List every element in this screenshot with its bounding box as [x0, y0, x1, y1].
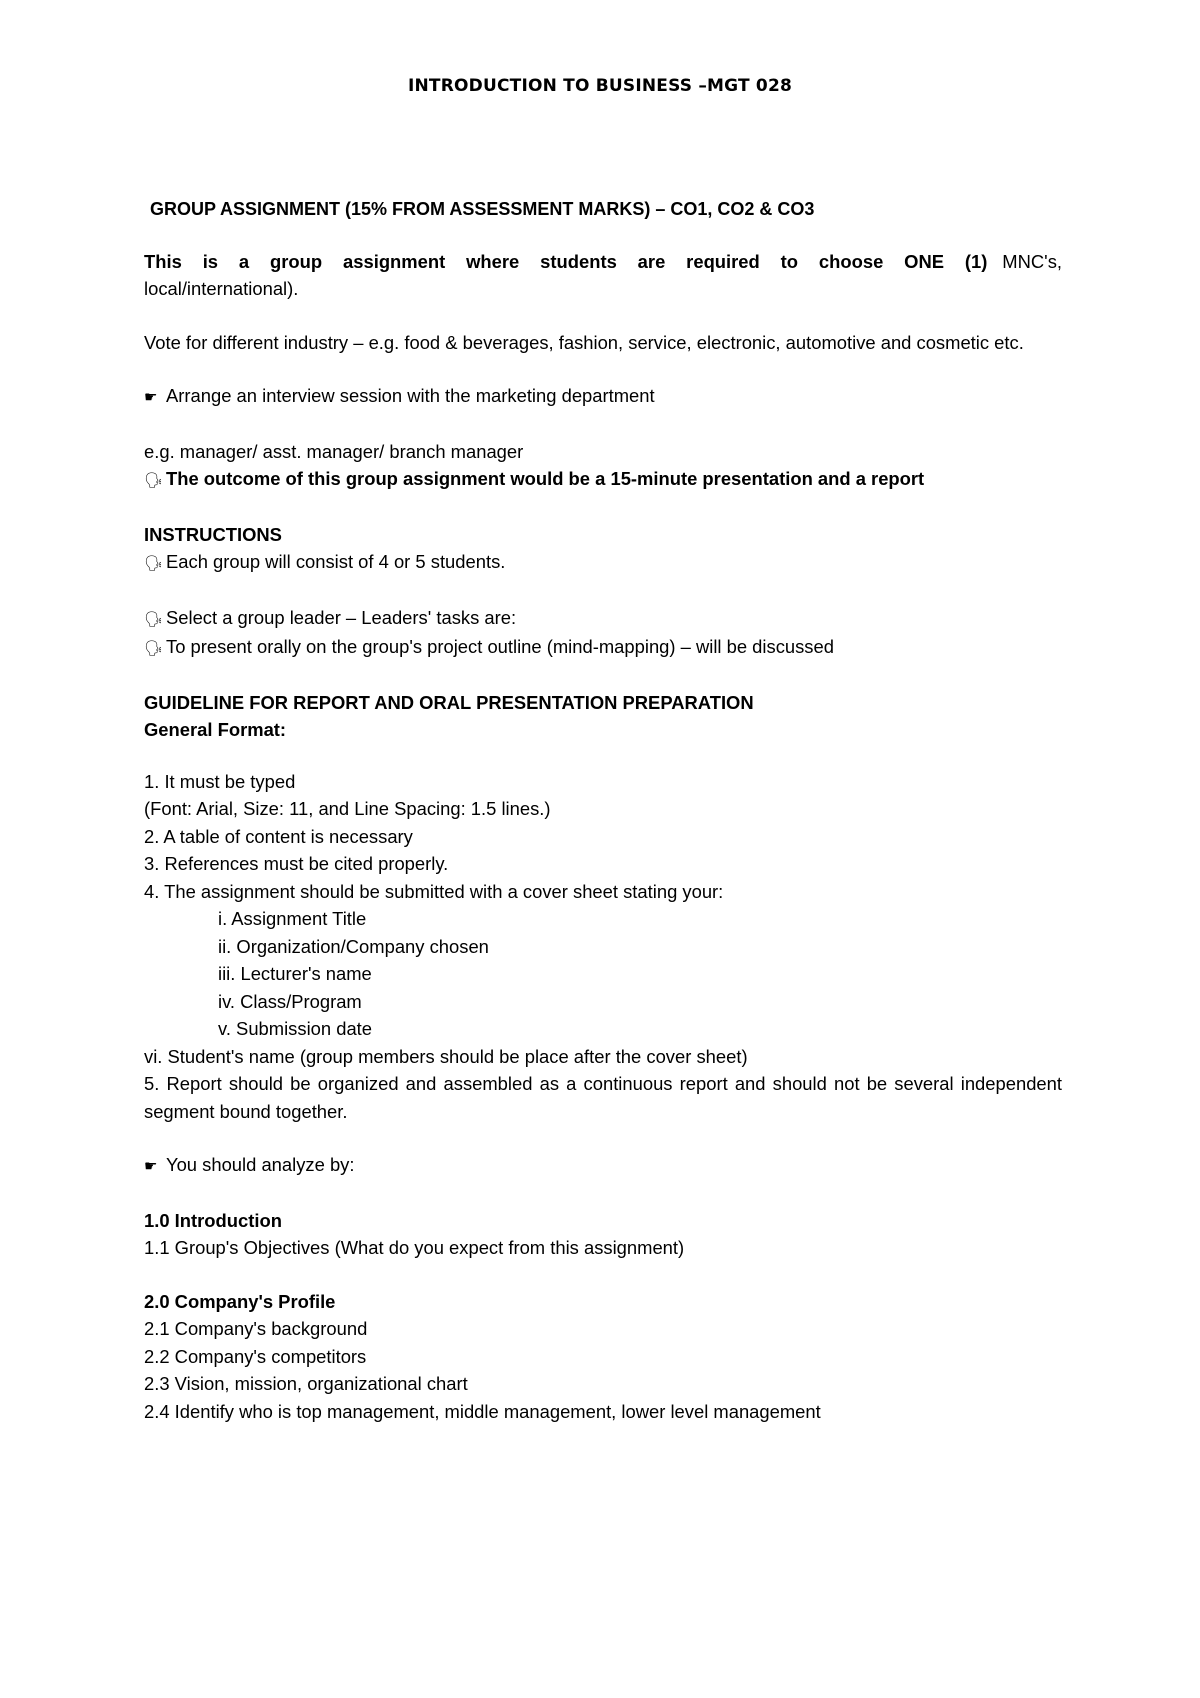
format-item: 4. The assignment should be submitted with a cover sheet stating your:	[144, 880, 724, 902]
assignment-intro-rest: MNC's, local/international).	[144, 250, 1062, 299]
cover-sheet-item: iv. Class/Program	[218, 990, 362, 1012]
section-item: 2.1 Company's background	[144, 1318, 368, 1339]
speaker-icon: 🗣	[144, 610, 164, 628]
general-format-heading: General Format:	[144, 719, 287, 740]
format-item: 1. It must be typed	[144, 770, 296, 792]
cover-sheet-item: ii. Organization/Company chosen	[218, 935, 489, 957]
assignment-heading: GROUP ASSIGNMENT (15% FROM ASSESSMENT MARKS) – CO1, CO2 & CO3	[150, 199, 815, 219]
format-item: 3. References must be cited properly.	[144, 853, 449, 874]
industry-vote-text: Vote for different industry – e.g. food & beverages, fashion, service, electronic, automotive and cosmetic etc.	[144, 331, 1024, 353]
arrange-interview-item	[144, 382, 1062, 412]
speaker-icon: 🗣	[144, 472, 164, 489]
instruction-item	[144, 548, 1062, 578]
guideline-heading: GUIDELINE FOR REPORT AND ORAL PRESENTATION PREPARATION	[144, 691, 754, 713]
section-item: 2.2 Company's competitors	[144, 1345, 367, 1367]
instruction-text: To present orally on the group's project outline (mind-mapping) – will be discussed	[166, 636, 834, 657]
format-item-5: 5. Report should be organized and assembled as a continuous report and should not be several independent segment bound together.	[144, 1073, 1062, 1122]
instruction-item	[144, 604, 1062, 634]
format-item: 2. A table of content is necessary	[144, 825, 413, 847]
cover-sheet-item: i. Assignment Title	[218, 908, 367, 929]
section-item: 1.1 Group's Objectives (What do you expect from this assignment)	[144, 1237, 685, 1258]
section-heading-company-profile: 2.0 Company's Profile	[144, 1290, 336, 1312]
analyze-text: You should analyze by:	[166, 1154, 355, 1175]
document-title: INTRODUCTION TO BUSINESS –MGT 028	[407, 76, 793, 96]
cover-sheet-item: iii. Lecturer's name	[218, 963, 372, 984]
format-item: (Font: Arial, Size: 11, and Line Spacing: 1.5 lines.)	[144, 798, 551, 819]
speaker-icon: 🗣	[144, 640, 164, 657]
assignment-intro	[144, 248, 1062, 303]
analyze-item	[144, 1151, 1062, 1181]
pointing-hand-icon: ☛	[144, 389, 158, 406]
outcome-item	[144, 465, 1062, 495]
instruction-item	[144, 633, 1062, 663]
speaker-icon: 🗣	[144, 555, 164, 572]
cover-sheet-item: v. Submission date	[218, 1018, 373, 1039]
instruction-text: Each group will consist of 4 or 5 students.	[166, 551, 506, 572]
interview-example: e.g. manager/ asst. manager/ branch manager	[144, 440, 524, 462]
outcome-text: The outcome of this group assignment would be a 15-minute presentation and a report	[166, 468, 925, 489]
section-item: 2.4 Identify who is top management, middle management, lower level management	[144, 1400, 821, 1422]
document-body	[144, 196, 1062, 1425]
cover-sheet-item-vi: vi. Student's name (group members should be place after the cover sheet)	[144, 1045, 748, 1067]
section-heading-introduction: 1.0 Introduction	[144, 1209, 282, 1231]
pointing-hand-icon: ☛	[144, 1158, 158, 1175]
instruction-text: Select a group leader – Leaders' tasks are:	[166, 606, 517, 628]
section-item: 2.3 Vision, mission, organizational chart	[144, 1373, 468, 1394]
arrange-interview-text: Arrange an interview session with the marketing department	[166, 385, 655, 406]
instructions-heading: INSTRUCTIONS	[144, 523, 282, 545]
assignment-intro-bold: This is a group assignment where students are required to choose ONE (1)	[144, 250, 988, 272]
